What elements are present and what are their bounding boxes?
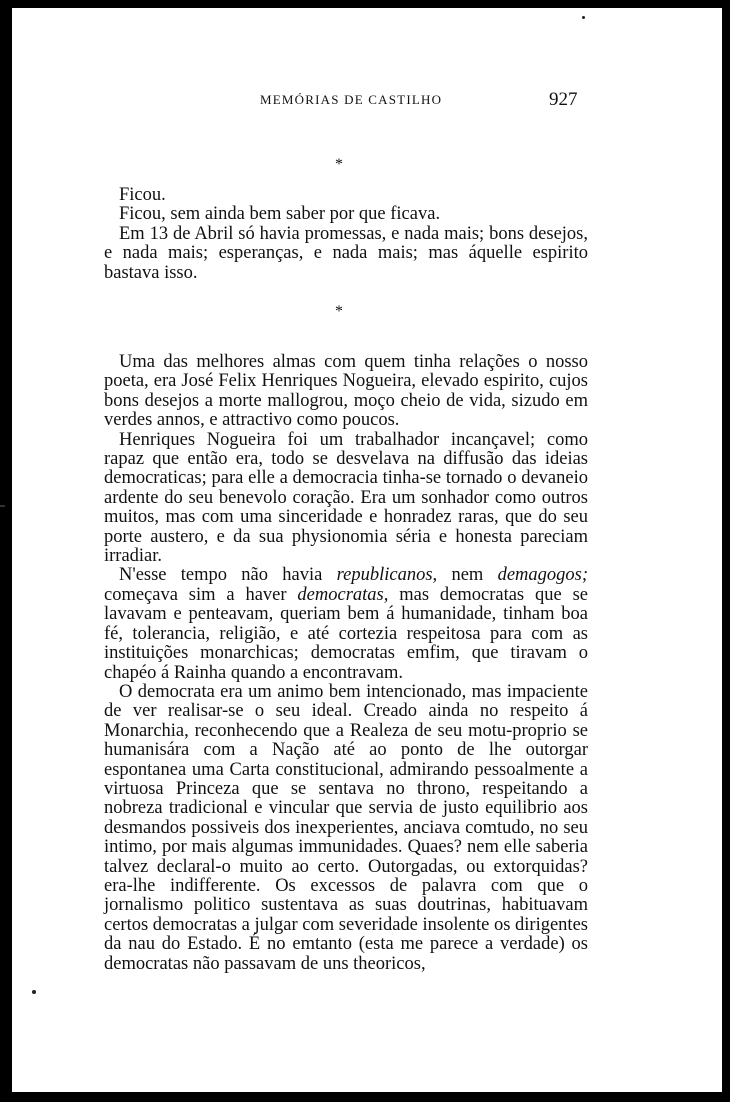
text-run: nem bbox=[437, 565, 498, 586]
paragraph: Ficou. bbox=[119, 185, 166, 205]
paragraph-with-italics bbox=[104, 566, 588, 682]
text-run: mas democratas que se lavavam e penteavam, queriam bem á humanidade, tinham boa fé, tolerancia, religião, e até cortezia respeitosa para com as instituições monarchicas; democratas emfim, que tiravam o chapéo á Rainha quando a encontravam. bbox=[104, 584, 588, 683]
ink-speck bbox=[32, 990, 36, 994]
italic-term: republicanos, bbox=[336, 565, 438, 586]
ink-speck bbox=[582, 16, 585, 19]
running-title: MEMÓRIAS DE CASTILHO bbox=[260, 92, 443, 107]
paragraph: Uma das melhores almas com quem tinha relações o nosso poeta, era José Felix Henriques Nogueira, elevado espirito, cujos bons desejos a morte mallogrou, moço cheio de vida, sizudo em verdes annos, e attractivo como poucos. bbox=[104, 352, 588, 431]
section-separator-star: * bbox=[335, 156, 343, 173]
section-1 bbox=[104, 186, 588, 283]
italic-term: democratas, bbox=[297, 584, 389, 605]
paragraph: Ficou, sem ainda bem saber por que ficava. bbox=[119, 204, 441, 225]
scan-edge-mark bbox=[0, 505, 5, 507]
text-run: começava sim a haver bbox=[104, 584, 298, 605]
paragraph: Em 13 de Abril só havia promessas, e nada mais; bons desejos, e nada mais; esperanças, e nada mais; mas áquelle espirito bastava isso. bbox=[104, 223, 588, 283]
paragraph: O democrata era um animo bem intencionado, mas impaciente de ver realisar-se o seu ideal. Creado ainda no respeito á Monarchia, reconhecendo que a Realeza de seu motu-proprio se humanisára com a Nação até ao ponto de lhe outorgar espontanea uma Carta constitucional, admirando pessoalmente a virtuosa Princeza que se sentava no throno, respeitando a nobreza tradicional e vincular que servia de justo equilibrio aos desmandos possiveis dos inexperientes, anciava comtudo, no seu intimo, por mais algumas immunidades. Quaes? nem elle saberia talvez declaral-o muito ao certo. Outorgadas, ou extorquidas? era-lhe indifferente. Os excessos de palavra com que o jornalismo politico sustentava as suas doutrinas, habituavam certos democratas a julgar com severidade insolente os dirigentes da nau do Estado. É no emtanto (esta me parece a verdade) os democratas não passavam de uns theoricos, bbox=[104, 681, 588, 974]
section-separator-star: * bbox=[335, 303, 343, 320]
italic-term: demagogos; bbox=[497, 565, 589, 586]
section-2 bbox=[104, 353, 588, 974]
text-run: N'esse tempo não havia bbox=[119, 565, 337, 586]
page-number: 927 bbox=[549, 89, 578, 110]
paragraph: Henriques Nogueira foi um trabalhador incançavel; como rapaz que então era, todo se desvelava na diffusão das ideias democraticas; para elle a democracia tinha-se tornado o devaneio ardente do seu benevolo coração. Era um sonhador como outros muitos, mas com uma sinceridade e honradez raras, que do seu porte austero, e da sua physionomia séria e honesta pareciam irradiar. bbox=[104, 429, 588, 567]
book-page bbox=[12, 8, 722, 1092]
running-head bbox=[12, 89, 722, 112]
